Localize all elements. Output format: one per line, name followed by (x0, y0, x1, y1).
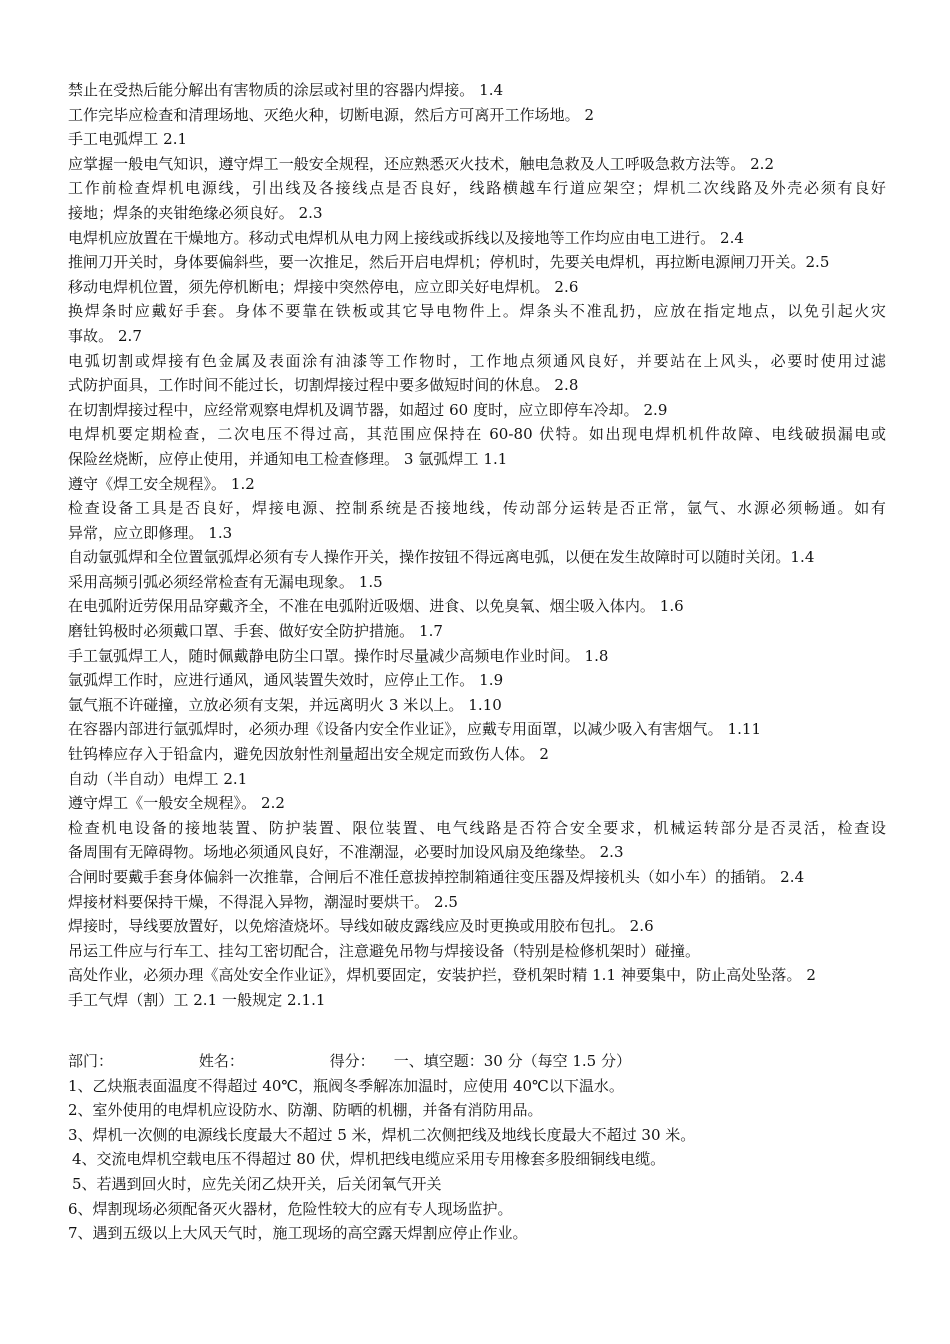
text-line: 在容器内部进行氩弧焊时，必须办理《设备内安全作业证》，应戴专用面罩，以减少吸入有害烟气。 1.11 (68, 720, 762, 739)
text-line: 氩弧焊工作时，应进行通风，通风装置失效时，应停止工作。 1.9 (68, 671, 504, 690)
quiz-item: 4、交流电焊机空载电压不得超过 80 伏，焊机把线电缆应采用专用橡套多股细铜线电缆。 (72, 1150, 666, 1169)
text-line: 推闸刀开关时，身体要偏斜些，要一次推足，然后开启电焊机；停机时，先要关电焊机，再拉断电源闸刀开关。2.5 (68, 253, 830, 272)
quiz-items (68, 1074, 886, 1246)
text-line: 在切割焊接过程中，应经常观察电焊机及调节器，如超过 60 度时，应立即停车冷却。 2.9 (68, 400, 668, 419)
text-line: 移动电焊机位置，须先停机断电；焊接中突然停电，应立即关好电焊机。 2.6 (68, 277, 579, 296)
text-line: 吊运工件应与行车工、挂勾工密切配合，注意避免吊物与焊接设备（特别是检修机架时）碰撞。 (68, 941, 701, 960)
text-line: 磨钍钨极时必须戴口罩、手套、做好安全防护措施。 1.7 (68, 622, 443, 641)
text-line: 工作完毕应检查和清理场地、灭绝火种，切断电源，然后方可离开工作场地。 2 (68, 105, 595, 124)
text-line: 电焊机应放置在干燥地方。移动式电焊机从电力网上接线或拆线以及接地等工作均应由电工进行。 2.4 (68, 228, 744, 247)
text-line: 事故。 2.7 (68, 326, 142, 345)
text-line: 遵守《焊工安全规程》。 1.2 (68, 474, 255, 493)
text-line: 工作前检查焊机电源线，引出线及各接线点是否良好，线路横越车行道应架空；焊机二次线路及外壳必须有良好 (68, 179, 886, 198)
text-line: 接地；焊条的夹钳绝缘必须良好。 2.3 (68, 203, 323, 222)
text-line: 采用高频引弧必须经常检查有无漏电现象。 1.5 (68, 572, 383, 591)
quiz-item: 6、焊割现场必须配备灭火器材，危险性较大的应有专人现场监护。 (68, 1199, 513, 1218)
text-line: 保险丝烧断，应停止使用，并通知电工检查修理。 3 氩弧焊工 1.1 (68, 449, 508, 468)
text-line: 焊接时，导线要放置好，以免熔渣烧坏。导线如破皮露线应及时更换或用胶布包扎。 2.6 (68, 917, 654, 936)
text-line: 自动氩弧焊和全位置氩弧焊必须有专人操作开关，操作按钮不得远离电弧，以便在发生故障时可以随时关闭。1.4 (68, 548, 815, 567)
quiz-header: 部门： 姓名： 得分： 一、填空题：30 分（每空 1.5 分） (68, 1052, 631, 1070)
text-line: 备周围有无障碍物。场地必须通风良好，不准潮湿，必要时加设风扇及绝缘垫。 2.3 (68, 843, 624, 862)
text-line: 遵守焊工《一般安全规程》。 2.2 (68, 794, 285, 813)
text-line: 高处作业，必须办理《高处安全作业证》，焊机要固定，安装护拦，登机架时精 1.1 神要集中，防止高处坠落。 2 (68, 966, 816, 985)
quiz-item: 1、乙炔瓶表面温度不得超过 40℃，瓶阀冬季解冻加温时，应使用 40℃以下温水。 (68, 1076, 624, 1095)
quiz-item: 2、室外使用的电焊机应设防水、防潮、防晒的机棚，并备有消防用品。 (68, 1101, 543, 1120)
text-line: 钍钨棒应存入于铅盒内，避免因放射性剂量超出安全规定而致伤人体。 2 (68, 745, 549, 764)
text-line: 异常，应立即修理。 1.3 (68, 523, 233, 542)
text-line: 在电弧附近劳保用品穿戴齐全，不准在电弧附近吸烟、进食、以免臭氧、烟尘吸入体内。 1.6 (68, 597, 684, 616)
text-line: 自动（半自动）电焊工 2.1 (68, 769, 248, 788)
text-line: 手工氩弧焊工人，随时佩戴静电防尘口罩。操作时尽量减少高频电作业时间。 1.8 (68, 646, 609, 665)
text-line: 氩气瓶不许碰撞，立放必须有支架，并远离明火 3 米以上。 1.10 (68, 695, 502, 714)
quiz-item: 3、焊机一次侧的电源线长度最大不超过 5 米，焊机二次侧把线及地线长度最大不超过 30 米。 (68, 1125, 696, 1144)
quiz-item: 5、若遇到回火时，应先关闭乙炔开关，后关闭氧气开关 (72, 1174, 442, 1193)
quiz-section (68, 1049, 886, 1246)
text-line: 电焊机要定期检查，二次电压不得过高，其范围应保持在 60-80 伏特。如出现电焊机机件故障、电线破损漏电或 (68, 425, 886, 444)
text-line: 手工电弧焊工 2.1 (68, 130, 188, 149)
text-line: 手工气焊（割）工 2.1 一般规定 2.1.1 (68, 990, 326, 1009)
text-line: 焊接材料要保持干燥，不得混入异物，潮湿时要烘干。 2.5 (68, 892, 459, 911)
text-line: 禁止在受热后能分解出有害物质的涂层或衬里的容器内焊接。 1.4 (68, 81, 504, 99)
text-line: 检查机电设备的接地装置、防护装置、限位装置、电气线路是否符合安全要求，机械运转部分是否灵活，检查设 (68, 818, 886, 837)
text-line: 式防护面具，工作时间不能过长，切割焊接过程中要多做短时间的休息。 2.8 (68, 376, 579, 395)
text-line: 换焊条时应戴好手套。身体不要靠在铁板或其它导电物件上。焊条头不准乱扔，应放在指定地点，以免引起火灾 (68, 302, 886, 321)
safety-rules-text (68, 78, 886, 1013)
quiz-item: 7、遇到五级以上大风天气时，施工现场的高空露天焊割应停止作业。 (68, 1224, 528, 1243)
text-line: 合闸时要戴手套身体偏斜一次推靠，合闸后不准任意拔掉控制箱通往变压器及焊接机头（如小车）的插销。 2.4 (68, 868, 805, 886)
text-line: 检查设备工具是否良好，焊接电源、控制系统是否接地线，传动部分运转是否正常，氩气、水源必须畅通。如有 (68, 499, 886, 518)
text-line: 电弧切割或焊接有色金属及表面涂有油漆等工作物时，工作地点须通风良好，并要站在上风头，必要时使用过滤 (68, 351, 886, 370)
text-line: 应掌握一般电气知识，遵守焊工一般安全规程，还应熟悉灭火技术，触电急救及人工呼吸急救方法等。 2.2 (68, 154, 775, 173)
